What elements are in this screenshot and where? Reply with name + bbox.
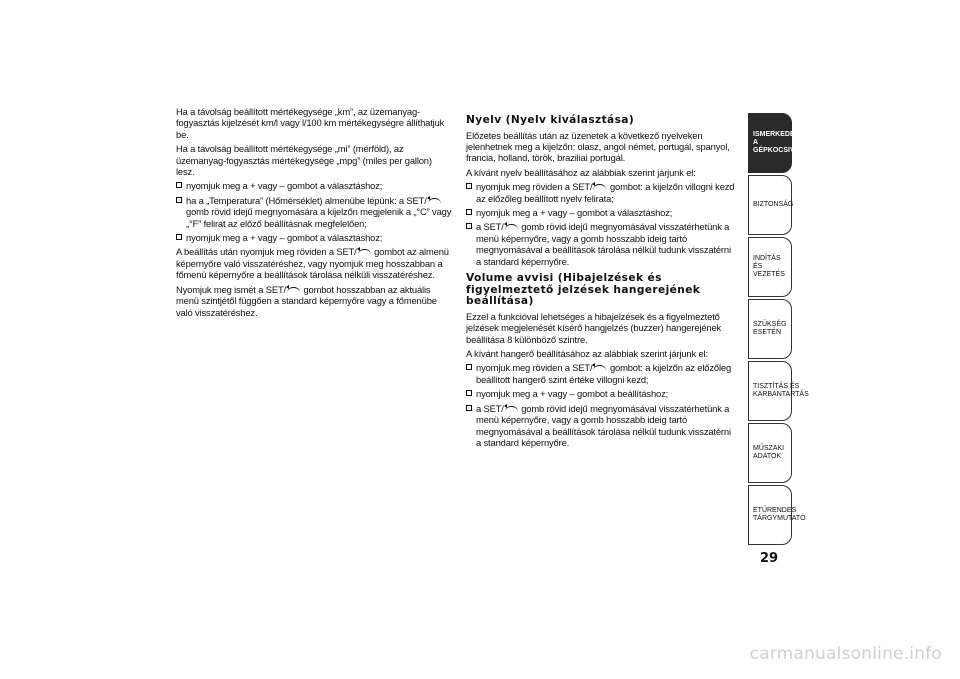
checkbox-bullet-icon bbox=[466, 405, 472, 411]
list-item: a SET/ gomb rövid idejű megnyomásával visszatérhetünk a menü képernyőre, vagy a gomb hosszabb ideig tartó megnyomásával a beállítások tárolása nélkül tudunk visszatérni a standard képernyőre. bbox=[466, 403, 738, 449]
set-button-icon bbox=[428, 198, 441, 205]
paragraph-volume-steps: A kívánt hangerő beállításához az alábbiak szerint járjunk el: bbox=[466, 348, 708, 360]
checkbox-bullet-icon bbox=[466, 390, 472, 396]
list-item: nyomjuk meg a + vagy – gombot a beállításhoz; bbox=[466, 388, 738, 399]
checkbox-bullet-icon bbox=[176, 197, 182, 203]
list-item: nyomjuk meg a + vagy – gombot a választáshoz; bbox=[176, 180, 452, 191]
list-item: nyomjuk meg röviden a SET/ gombot: a kijelzőn villogni kezd az előzőleg beállított nyelv felirata; bbox=[466, 181, 738, 204]
page-number: 29 bbox=[759, 551, 779, 566]
tab-technical-data[interactable]: MŰSZAKI ADATOK bbox=[748, 423, 792, 483]
tab-getting-to-know-car[interactable]: ISMERKEDÉS A GÉPKOCSIVAL bbox=[748, 113, 792, 173]
chapter-tabs bbox=[748, 113, 809, 545]
right-text-column bbox=[466, 115, 738, 451]
set-button-icon bbox=[505, 224, 518, 231]
list-item: a SET/ gomb rövid idejű megnyomásával visszatérhetünk a menü képernyőre, vagy a gomb hosszabb ideig tartó megnyomásával a beállítások tárolása nélkül tudunk visszatérni a standard képernyőre. bbox=[466, 221, 738, 267]
paragraph-buzzer: Ezzel a funkcióval lehetséges a hibajelzések és a figyelmeztető jelzések megjelenését kísérő hangjelzés (buzzer) hangerejének beállítása 8 különböző szintre. bbox=[466, 310, 722, 345]
left-text-column bbox=[176, 106, 452, 321]
tab-starting-driving[interactable]: INDÍTÁS ÉS VEZETÉS bbox=[748, 237, 792, 297]
tab-emergency[interactable]: SZÜKSÉG ESETÉN bbox=[748, 299, 792, 359]
tab-maintenance[interactable]: TISZTÍTÁS ÉS KARBANTARTÁS bbox=[748, 361, 792, 421]
watermark: carmanualsonline.info bbox=[749, 644, 942, 664]
paragraph-km-unit: Ha a távolság beállított mértékegysége „km”, az üzemanyag-fogyasztás kijelzését km/l vagy l/100 km mértékegységre állíthatjuk be. bbox=[176, 106, 445, 140]
list-item: nyomjuk meg röviden a SET/ gombot: a kijelzőn az előzőleg beállított hangerő szint értéke villogni kezd; bbox=[466, 362, 738, 385]
set-button-icon bbox=[593, 184, 606, 191]
list-item: ha a „Temperatura” (Hőmérséklet) almenübe lépünk: a SET/ gomb rövid idejű megnyomására a kijelzőn megjelenik a „°C” vagy „°F” felirat az előző beállításnak megfelelően; bbox=[176, 195, 452, 229]
set-button-icon bbox=[505, 406, 518, 413]
paragraph-language-steps: A kívánt nyelv beállításához az alábbiak szerint járjunk el: bbox=[466, 166, 696, 178]
paragraph-mi-unit: Ha a távolság beállított mértékegysége „mi” (mérföld), az üzemanyag-fogyasztás mértékegysége „mpg” (miles per gallon) lesz. bbox=[176, 143, 432, 178]
set-button-icon bbox=[287, 287, 300, 294]
list-item: nyomjuk meg a + vagy – gombot a választáshoz; bbox=[176, 232, 452, 243]
set-button-icon bbox=[358, 249, 371, 256]
checkbox-bullet-icon bbox=[466, 364, 472, 370]
paragraph-languages: Előzetes beállítás után az üzenetek a következő nyelveken jelenhetnek meg a kijelzőn: olasz, angol német, portugál, spanyol, francia, holland, török, braziliai portugál. bbox=[466, 129, 730, 164]
tab-safety[interactable]: BIZTONSÁG bbox=[748, 175, 792, 235]
paragraph-return: Nyomjuk meg ismét a SET/ gombot hosszabban az aktuális menü szintjétől függően a standard képernyőre vagy a főmenübe való visszatéréshez. bbox=[176, 283, 437, 318]
paragraph-after-setting: A beállítás után nyomjuk meg röviden a SET/ gombot az almenü képernyőre való visszatéréshez, vagy nyomjuk meg hosszabban a főmenü képernyőre a beállítások tárolása nélküli visszatéréshez. bbox=[176, 246, 449, 281]
checkbox-bullet-icon bbox=[176, 234, 182, 240]
checkbox-bullet-icon bbox=[466, 209, 472, 215]
list-item: nyomjuk meg a + vagy – gombot a választáshoz; bbox=[466, 207, 738, 218]
section-heading-language: Nyelv (Nyelv kiválasztása) bbox=[466, 114, 635, 126]
set-button-icon bbox=[593, 365, 606, 372]
checkbox-bullet-icon bbox=[176, 182, 182, 188]
checkbox-bullet-icon bbox=[466, 223, 472, 229]
section-heading-volume: Volume avvisi (Hibajelzések és figyelmeztető jelzések hangerejének beállítása) bbox=[466, 272, 701, 308]
checkbox-bullet-icon bbox=[466, 183, 472, 189]
tab-index[interactable]: ETŰRENDES TÁRGYMUTATÓ bbox=[748, 485, 792, 545]
